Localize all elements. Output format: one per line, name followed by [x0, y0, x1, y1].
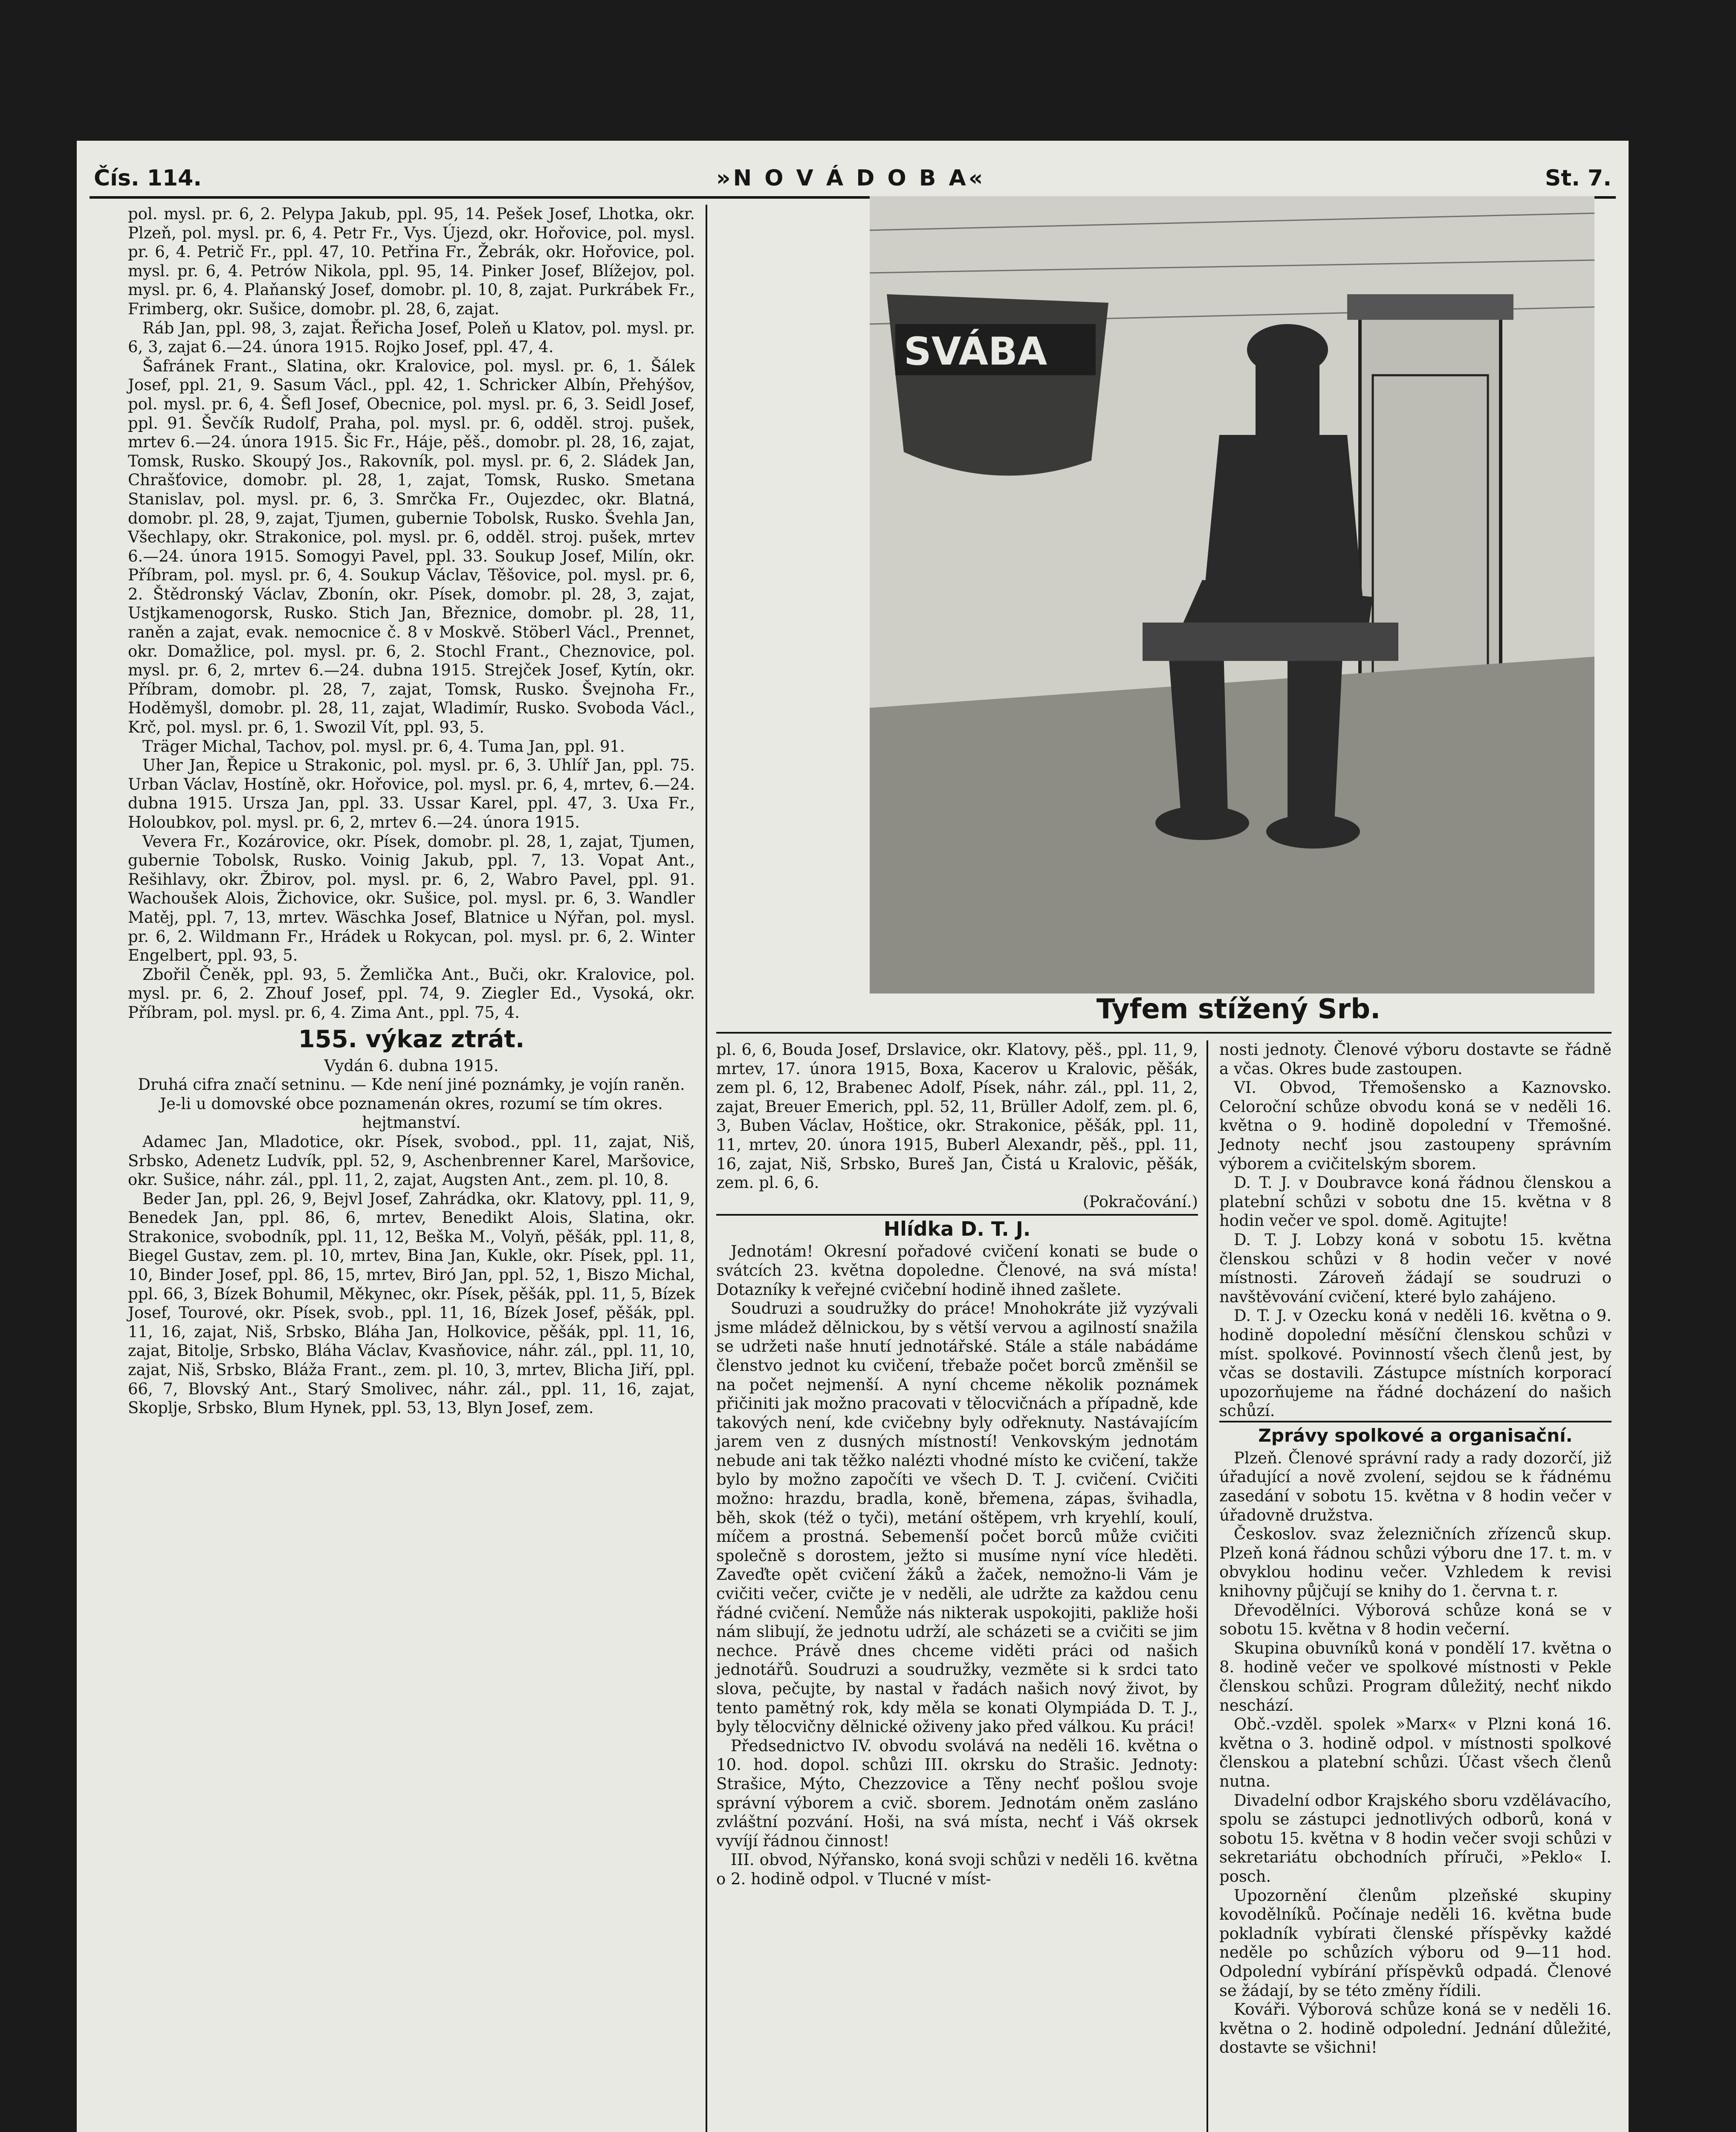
- illustration-rule: [716, 1032, 1612, 1034]
- article-paragraph: VI. Obvod, Třemošensko a Kaznovsko. Celoroční schůze obvodu koná se v neděli 16. května o 9. hodině dopolední v Třemošné. Jednoty nechť jsou zastoupeny správním výborem a cvičitelským sborem.: [1219, 1078, 1612, 1173]
- newspaper-page: [77, 141, 1629, 2132]
- casualty-text: Zbořil Čeněk, ppl. 93, 5. Žemlička Ant., Buči, okr. Kralovice, pol. mysl. pr. 6, 2. Zhouf Josef, ppl. 74, 9. Ziegler Ed., Vysoká, okr. Příbram, pol. mysl. pr. 6, 4. Zima Ant., ppl. 75, 4.: [128, 965, 695, 1022]
- casualty-text: Träger Michal, Tachov, pol. mysl. pr. 6, 4. Tuma Jan, ppl. 91.: [142, 737, 625, 756]
- right-column: [1219, 1040, 1612, 2057]
- article-paragraph: Skupina obuvníků koná v pondělí 17. května o 8. hodině večer ve spolkové místnosti v Pekle členskou schůzi. Program důležitý, nechť nikdo neschází.: [1219, 1639, 1612, 1715]
- section-title-organisation: Zprávy spolkové a organisační.: [1219, 1421, 1612, 1449]
- article-paragraph: Upozornění členům plzeňské skupiny kovodělníků. Počínaje neděli 16. května bude pokladník vybírati členské příspěvky každé neděle po schůzích výboru od 9—11 hod. Odpolední vybírání příspěvků odpadá. Členové se žádají, by se této změny řídili.: [1219, 1886, 1612, 2000]
- casualty-text: pol. mysl. pr. 6, 2. Pelypa Jakub, ppl. 95, 14. Pešek Josef, Lhotka, okr. Plzeň, pol. mysl. pr. 6, 4. Petr Fr., Vys. Újezd, okr. Hořovice, pol. mysl. pr. 6, 4. Petrič Fr., ppl. 47, 10. Petřina Fr., Žebrák, okr. Hořovice, pol. mysl. pr. 6, 4. Petrów Nikola, ppl. 95, 14. Pinker Josef, Blížejov, pol. mysl. pr. 6, 4. Plaňanský Josef, domobr. pl. 10, 8, zajat. Purkrábek Fr., Frimberg, okr. Sušice, domobr. pl. 28, 6, zajat.: [128, 205, 695, 318]
- article-paragraph: Obč.-vzděl. spolek »Marx« v Plzni koná 16. května o 3. hodině odpol. v místnosti spolkové členskou a platební schůzi. Účast všech členů nutna.: [1219, 1715, 1612, 1790]
- casualty-text: Beder Jan, ppl. 26, 9, Bejvl Josef, Zahrádka, okr. Klatovy, ppl. 11, 9, Benedek Jan, ppl. 86, 6, mrtev, Benedikt Alois, Slatina, okr. Strakonice, svobodník, ppl. 11, 12, Beška M., Volyň, pěšák, ppl. 11, 8, Biegel Gustav, zem. pl. 10, mrtev, Bina Jan, Kukle, okr. Písek, ppl. 11, 10, Binder Josef, ppl. 86, 15, mrtev, Biró Jan, ppl. 52, 1, Biszo Michal, ppl. 66, 3, Bízek Bohumil, Měkynec, okr. Písek, pěšák, ppl. 11, 5, Bízek Josef, Tourové, okr. Písek, svob., ppl. 11, 16, Bízek Josef, pěšák, ppl. 11, 16, zajat, Niš, Srbsko, Bláha Jan, Holkovice, pěšák, ppl. 11, 16, zajat, Bitolje, Srbsko, Bláha Václav, Kvasňovice, náhr. zál., ppl. 11, 10, zajat, Niš, Srbsko, Bláža Frant., zem. pl. 10, 3, mrtev, Blicha Jiří, ppl. 66, 7, Blovský Ant., Starý Smolivec, náhr. zál., ppl. 11, 16, zajat, Skoplje, Srbsko, Blum Hynek, ppl. 53, 13, Blyn Josef, zem.: [128, 1189, 695, 1417]
- article-paragraph: Divadelní odbor Krajského sboru vzdělávacího, spolu se zástupci jednotlivých odborů, koná v sobotu 15. května v 8 hodin večer svoji schůzi v sekretariátu obchodních příruči, »Peklo« I. posch.: [1219, 1791, 1612, 1886]
- loss-report-date: Vydán 6. dubna 1915.: [324, 1056, 499, 1075]
- illustration-caption: Tyfem stížený Srb.: [1096, 994, 1381, 1025]
- section-title-dtj: Hlídka D. T. J.: [716, 1214, 1198, 1242]
- illustration: [870, 196, 1594, 994]
- masthead-title: »N O V Á D O B A«: [716, 165, 986, 191]
- column-divider: [1207, 1040, 1208, 2132]
- article-paragraph: D. T. J. Lobzy koná v sobotu 15. května členskou schůzi v 8 hodin večer v nové místnosti. Zároveň žádají se soudruzi o navštěvování cvičení, které bylo zahájeno.: [1219, 1230, 1612, 1306]
- article-paragraph: Jednotám! Okresní pořadové cvičení konati se bude o svátcích 23. května dopoledne. Členové, na svá místa! Dotazníky k veřejné cvičební hodině ihned zašlete.: [716, 1242, 1198, 1299]
- column-divider: [706, 205, 707, 2132]
- left-column: [128, 205, 695, 1418]
- issue-number: Čís. 114.: [94, 165, 202, 191]
- article-paragraph: Českoslov. svaz železničních zřízenců skup. Plzeň koná řádnou schůzi výboru dne 17. t. m. v obvyklou hodinu večer. Vzhledem k revisi knihovny půjčují se knihy do 1. června t. r.: [1219, 1525, 1612, 1601]
- sign-text: SVÁBA: [904, 329, 1047, 374]
- loss-report-title: 155. výkaz ztrát.: [298, 1025, 525, 1053]
- casualty-text: Adamec Jan, Mladotice, okr. Písek, svobod., ppl. 11, zajat, Niš, Srbsko, Adenetz Ludvík, ppl. 52, 9, Aschenbrenner Karel, Maršovice, okr. Sušice, náhr. zál., ppl. 11, 2, zajat, Augsten Ant., zem. pl. 10, 8.: [128, 1132, 695, 1189]
- loss-report-note: Je-li u domovské obce poznamenán okres, rozumí se tím okres. hejtmanství.: [160, 1094, 663, 1132]
- loss-report-note: Druhá cifra značí setninu. — Kde není jiné poznámky, je vojín raněn.: [138, 1075, 685, 1094]
- casualty-text: pl. 6, 6, Bouda Josef, Drslavice, okr. Klatovy, pěš., ppl. 11, 9, mrtev, 17. února 1915, Boxa, Kacerov u Kralovic, pěšák, zem pl. 6, 12, Brabenec Adolf, Písek, náhr. zál., ppl. 11, 2, zajat, Breuer Emerich, ppl. 52, 11, Brüller Adolf, zem. pl. 6, 3, Buben Václav, Hoštice, okr. Strakonice, pěšák, ppl. 11, 11, mrtev, 20. února 1915, Buberl Alexandr, pěš., ppl. 11, 16, zajat, Niš, Srbsko, Bureš Jan, Čistá u Kralovic, pěšák, zem. pl. 6, 6.: [716, 1040, 1198, 1192]
- article-paragraph: Soudruzi a soudružky do práce! Mnohokráte již vyzývali jsme mládež dělnickou, by s větší vervou a agilností snažila se udržeti naše hnutí jednotářské. Stále a stále nabádáme členstvo jednot ku cvičení, třebaže počet borců změnšil se na počet nejmenší. A nyní chceme několik poznámek přičiniti jak možno pracovati v tělocvičnách a případně, kde takových není, kde cvičebny byly odřeknuty. Nastávajícím jarem ven z dusných místností! Venkovským jednotám nebude ani tak těžko nalézti vhodné místo ke cvičení, takže bylo by možno započíti ve všech D. T. J. cvičení. Cvičiti možno: hrazdu, bradla, koně, břemena, zápas, švihadla, běh, skok (též o tyči), metání oštěpem, vrh kryehlí, koulí, míčem a prostná. Sebemenší počet borců může cvičiti společně s dorostem, ježto si musíme nyní více hleděti. Zaveďte opět cvičení žáků a žaček, nemožno-li Vám je cvičiti večer, cvičte je v neděli, ale udržte za každou cenu řádné cvičení. Nemůže nás nikterak uspokojiti, pakliže hoši nám slibují, že jednotu udrží, ale scházeti se a cvičiti se jim nechce. Právě dnes chceme viděti práci od našich jednotářů. Soudruzi a soudružky, vezměte si k srdci tato slova, pečujte, by nastal v řadách našich nový život, by tento pamětný rok, kdy měla se konati Olympiáda D. T. J., byly tělocvičny dělnické oživeny jako před válkou. Ku práci!: [716, 1299, 1198, 1736]
- article-paragraph: Předsednictvo IV. obvodu svolává na neděli 16. května o 10. hod. dopol. schůzi III. okrsku do Strašic. Jednoty: Strašice, Mýto, Chezzovice a Těny nechť pošlou svoje správní výborem a cvič. sborem. Jednotám oněm zasláno zvláštní pozvání. Hoši, na svá místa, nechť i Váš okrsek vyvíjí řádnou činnost!: [716, 1736, 1198, 1850]
- page-number: St. 7.: [1545, 165, 1612, 191]
- article-paragraph: Kováři. Výborová schůze koná se v neděli 16. května o 2. hodině odpolední. Jednání důležité, dostavte se všichni!: [1219, 2000, 1612, 2057]
- article-paragraph: III. obvod, Nýřansko, koná svoji schůzi v neděli 16. května o 2. hodině odpol. v Tlucné v míst-: [716, 1851, 1198, 1888]
- soldier-illustration: [870, 196, 1594, 994]
- article-paragraph: Dřevodělníci. Výborová schůze koná se v sobotu 15. května v 8 hodin večerní.: [1219, 1601, 1612, 1639]
- article-paragraph: D. T. J. v Doubravce koná řádnou členskou a platební schůzi v sobotu dne 15. května v 8 hodin večer ve spol. domě. Agitujte!: [1219, 1173, 1612, 1230]
- article-paragraph: Plzeň. Členové správní rady a rady dozorčí, již úřadující a nově zvolení, sejdou se k řádnému zasedání v sobotu 15. května v 8 hodin večer v úřadovně družstva.: [1219, 1448, 1612, 1524]
- casualty-text: Šafránek Frant., Slatina, okr. Kralovice, pol. mysl. pr. 6, 1. Šálek Josef, ppl. 21, 9. Sasum Václ., ppl. 42, 1. Schricker Albín, Přehýšov, pol. mysl. pr. 6, 4. Šefl Josef, Obecnice, pol. mysl. pr. 6, 3. Seidl Josef, ppl. 91. Ševčík Rudolf, Praha, pol. mysl. pr. 6, odděl. stroj. pušek, mrtev 6.—24. února 1915. Šic Fr., Háje, pěš., domobr. pl. 28, 16, zajat, Tomsk, Rusko. Skoupý Jos., Rakovník, pol. mysl. pr. 6, 2. Sládek Jan, Chrašťovice, domobr. pl. 28, 1, zajat, Tomsk, Rusko. Smetana Stanislav, pol. mysl. pr. 6, 3. Smrčka Fr., Oujezdec, okr. Blatná, domobr. pl. 28, 9, zajat, Tjumen, gubernie Tobolsk, Rusko. Švehla Jan, Všechlapy, okr. Strakonice, pol. mysl. pr. 6, odděl. stroj. pušek, mrtev 6.—24. února 1915. Somogyi Pavel, ppl. 33. Soukup Josef, Milín, okr. Příbram, pol. mysl. pr. 6, 4. Soukup Václav, Těšovice, pol. mysl. pr. 6, 2. Štědronský Václav, Zbonín, okr. Písek, domobr. pl. 28, 3, zajat, Ustjkamenogorsk, Rusko. Stich Jan, Březnice, domobr. pl. 28, 11, raněn a zajat, evak. nemocnice č. 8 v Moskvě. Stöberl Václ., Prennet, okr. Domažlice, pol. mysl. pr. 6, 2. Stochl Frant., Cheznovice, pol. mysl. pr. 6, 2, mrtev 6.—24. dubna 1915. Strejček Josef, Kytín, okr. Příbram, domobr. pl. 28, 7, zajat, Tomsk, Rusko. Švejnoha Fr., Hoděmyšl, domobr. pl. 28, 11, zajat, Wladimír, Rusko. Svoboda Václ., Krč, pol. mysl. pr. 6, 1. Swozil Vít, ppl. 93, 5.: [128, 356, 695, 737]
- article-paragraph: nosti jednoty. Členové výboru dostavte se řádně a včas. Okres bude zastoupen.: [1219, 1040, 1612, 1078]
- middle-column: [716, 1040, 1198, 1889]
- casualty-text: Ráb Jan, ppl. 98, 3, zajat. Řeřicha Josef, Poleň u Klatov, pol. mysl. pr. 6, 3, zajat 6.—24. února 1915. Rojko Josef, ppl. 47, 4.: [128, 319, 695, 356]
- casualty-text: Vevera Fr., Kozárovice, okr. Písek, domobr. pl. 28, 1, zajat, Tjumen, gubernie Tobolsk, Rusko. Voinig Jakub, ppl. 7, 13. Vopat Ant., Rešihlavy, okr. Žbirov, pol. mysl. pr. 6, 2, Wabro Pavel, ppl. 91. Wachoušek Alois, Žichovice, okr. Sušice, pol. mysl. pr. 6, 3. Wandler Matěj, ppl. 7, 13, mrtev. Wäschka Josef, Blatnice u Nýřan, pol. mysl. pr. 6, 2. Wildmann Fr., Hrádek u Rokycan, pol. mysl. pr. 6, 2. Winter Engelbert, ppl. 93, 5.: [128, 832, 695, 965]
- page-header: [77, 158, 1629, 196]
- casualty-text: Uher Jan, Řepice u Strakonic, pol. mysl. pr. 6, 3. Uhlíř Jan, ppl. 75. Urban Václav, Hostíně, okr. Hořovice, pol. mysl. pr. 6, 4, mrtev, 6.—24. dubna 1915. Ursza Jan, ppl. 33. Ussar Karel, ppl. 47, 3. Uxa Fr., Holoubkov, pol. mysl. pr. 6, 2, mrtev 6.—24. února 1915.: [128, 756, 695, 831]
- article-paragraph: D. T. J. v Ozecku koná v neděli 16. května o 9. hodině dopolední měsíční členskou schůzi v míst. spolkové. Povinností všech členů jest, by včas se dostavili. Zástupce místních korporací upozorňujeme na řádné docházení do našich schůzí.: [1219, 1306, 1612, 1420]
- continued-note: (Pokračování.): [1082, 1192, 1198, 1211]
